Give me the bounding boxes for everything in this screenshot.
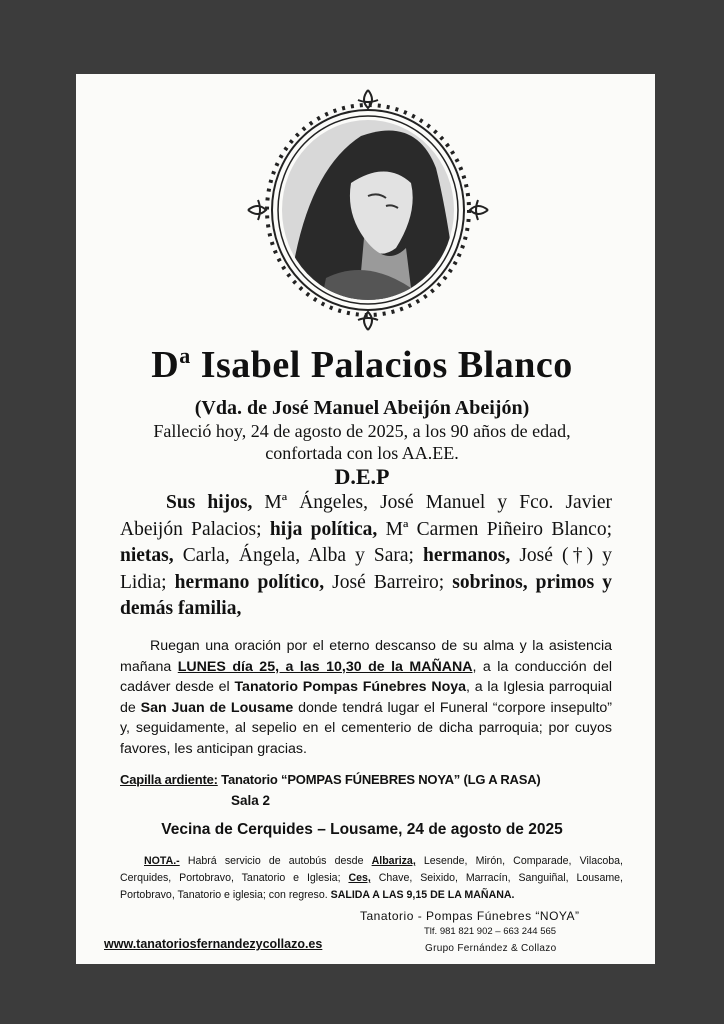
widow-of: (Vda. de José Manuel Abeijón Abeijón) (194, 397, 530, 419)
capilla-ardiente: Capilla ardiente: Tanatorio “POMPAS FÚNEBRES NOYA” (LG A RASA) (120, 772, 541, 787)
residence-date: Vecina de Cerquides – Lousame, 24 de agosto de 2025 (161, 821, 563, 838)
funeral-date-time: LUNES día 25, a las 10,30 de la MAÑANA (177, 658, 473, 675)
dep-heading: D.E.P (334, 464, 390, 489)
bus-note: NOTA.- Habrá servicio de autobús desde Albariza, Lesende, Mirón, Comparade, Vilacoba, Cerquides, Portobravo, Tanatorio e Iglesia; Ces, Chave, Seixido, Marracín, Sanguiñal, Lousame, Portobravo, Tanatorio e iglesia; con regreso. SALIDA A LAS 9,15 DE LA MAÑANA. (120, 855, 623, 901)
virgin-mary-portrait (246, 88, 490, 332)
funeral-request: Ruegan una oración por el eterno descanso de su alma y la asistencia mañana LUNES día 25, a las 10,30 de la MAÑANA, a la conducción del cadáver desde el Tanatorio Pompas Fúnebres Noya, a la Iglesia parroquial de San Juan de Lousame donde tendrá lugar el Funeral “corpore insepulto” y, seguidamente, al sepelio en el cementerio de dicha parroquia; por cuyos favores, les anticipan gracias. (120, 638, 613, 757)
death-notice-line1: Falleció hoy, 24 de agosto de 2025, a los 90 años de edad, (153, 421, 571, 441)
funeral-home-name: Tanatorio - Pompas Fúnebres “NOYA” (360, 909, 580, 923)
funeral-home-phones: Tlf. 981 821 902 – 663 244 565 (424, 926, 557, 937)
death-notice-line2: confortada con los AA.EE. (265, 443, 459, 463)
website-link[interactable]: www.tanatoriosfernandezycollazo.es (104, 937, 323, 951)
sala: Sala 2 (231, 793, 271, 808)
deceased-name: $D^a$ Isabel Palacios Blanco (151, 343, 573, 386)
family-list: Sus hijos, Mª Ángeles, José Manuel y Fco. Javier Abeijón Palacios; hija política, Mª Carmen Piñeiro Blanco; nietas, Carla, Ángela, Alba y Sara; hermanos, José (†) y Lidia; hermano político, José Barreiro; sobrinos, primos y demás familia, (120, 492, 613, 619)
funeral-home-group: Grupo Fernández & Collazo (425, 943, 557, 954)
